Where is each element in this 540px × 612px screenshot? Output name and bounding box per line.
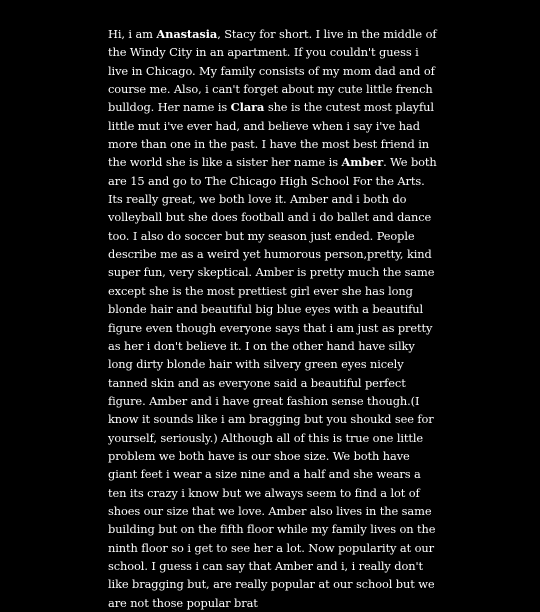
name-clara: Clara [230, 100, 265, 115]
story-text: . We both are 15 and go to The Chicago High School For the Arts. Its really great, we both love it. Amber and i both do volleyball but she does football and i do ballet and dance too. I also do soccer but my season just ended. People describe me as a weird yet humorous person,pretty, kind super fun, very skeptical. Amber is pretty much the same except she is the most prettiest girl ever she has long blonde hair and beautiful big blue eyes with a beautiful figure even though everyone says that i am just as pretty as her i don't believe it. I on the other hand have silky long dirty blonde hair with silvery green eyes nicely tanned skin and as everyone said a beautiful perfect figure. Amber and i have great fashion sense though.(I know it sounds like i am bragging but you shoukd see for yourself, seriously.) Although all of this is true one little problem we both have is our shoe size. We both have giant feet i wear a size nine and a half and she wears a ten its crazy i know but we always seem to find a lot of shoes our size that we love. Amber also lives in the same building but on the fifth floor while my family lives on the ninth floor so i get to see her a lot. Now popularity at our school. I guess i can say that Amber and i, i really don't like bragging but, are really popular at our school but we are not those popular brat [108, 155, 437, 610]
name-amber: Amber [341, 155, 384, 170]
story-text: , Stacy for short. I live in the middle of the Windy City in an apartment. If you couldn't guess i live in Chicago. My family consists of my mom dad and of course me. Also, i can't forget about my cute little french bulldog. Her name is [108, 27, 437, 115]
story-paragraph [108, 25, 438, 612]
story-text: she is the cutest most playful little mut i've ever had, and believe when i say i've had more than one in the past. I have the most best friend in the world she is like a sister her name is [108, 100, 434, 170]
name-anastasia: Anastasia [156, 27, 218, 41]
story-text: Hi, i am [108, 27, 157, 41]
